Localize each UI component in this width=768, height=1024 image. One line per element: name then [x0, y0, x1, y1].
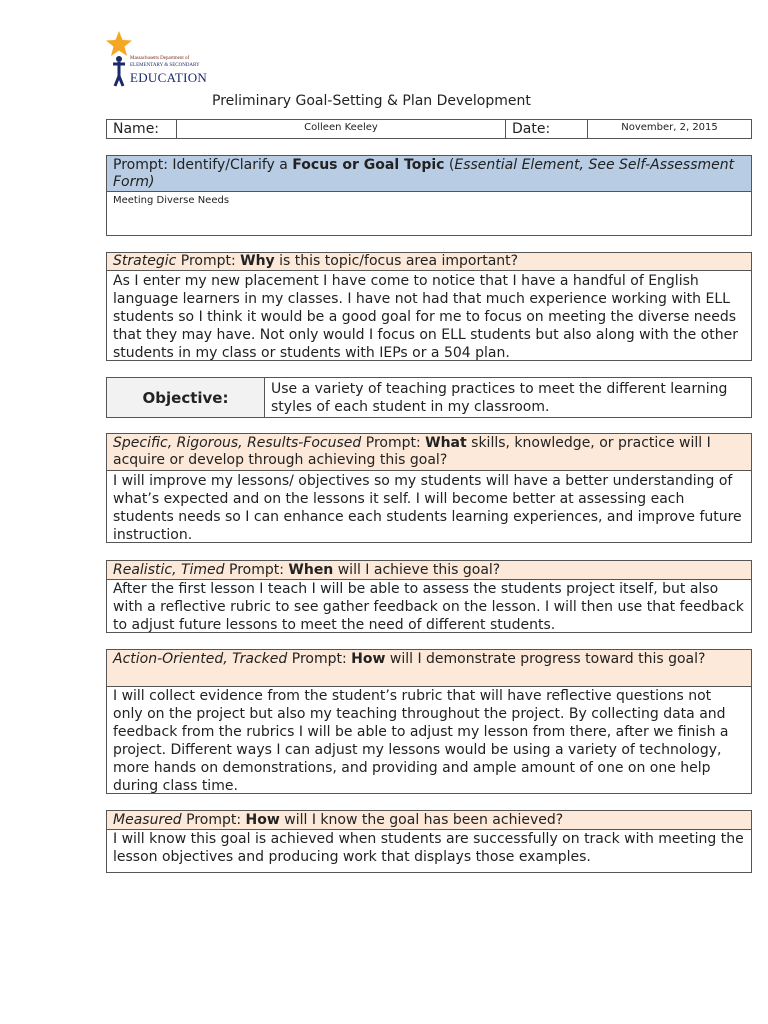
document-title: Preliminary Goal-Setting & Plan Development [212, 93, 531, 109]
name-label: Name: [107, 120, 177, 138]
logo-line-3: EDUCATION [130, 70, 208, 85]
name-date-row [106, 119, 752, 139]
logo-line-1: Massachusetts Department of [130, 56, 190, 61]
what-answer[interactable]: I will improve my lessons/ objectives so my students will have a better understanding of what’s expected and on the lessons it self. I will become better at assessing each students needs so I can enhance each students learning experiences, and improve future instruction. [113, 473, 742, 543]
when-prompt: Realistic, Timed Prompt: When will I achieve this goal? [107, 561, 751, 580]
progress-prompt: Action-Oriented, Tracked Prompt: How will I demonstrate progress toward this goal? [107, 650, 751, 687]
dese-logo [104, 30, 224, 90]
focus-section [106, 155, 752, 236]
what-section [106, 433, 752, 543]
name-field[interactable]: Colleen Keeley [177, 120, 506, 138]
when-answer[interactable]: After the first lesson I teach I will be able to assess the students project itself, but also with a reflective rubric to see gather feedback on the lesson. I will then use that feedback to adjust future lessons to meet the need of different students. [113, 581, 744, 633]
why-section [106, 252, 752, 361]
why-prompt: Strategic Prompt: Why is this topic/focus area important? [107, 253, 751, 271]
logo-line-2: ELEMENTARY & SECONDARY [130, 63, 200, 68]
measured-answer[interactable]: I will know this goal is achieved when students are successfully on track with meeting the lesson objectives and producing work that displays those examples. [113, 831, 744, 865]
when-section [106, 560, 752, 633]
focus-prompt: Prompt: Identify/Clarify a Focus or Goal Topic (Essential Element, See Self-Assessment Form) [107, 156, 751, 192]
why-answer[interactable]: As I enter my new placement I have come to notice that I have a handful of English language learners in my classes. I have not had that much experience working with ELL students so I think it would be a good goal for me to focus on meeting the diverse needs that they may have. Not only would I focus on ELL students but also along with the other students in my class or students with IEPs or a 504 plan. [113, 273, 738, 361]
objective-label: Objective: [107, 378, 265, 417]
objective-row [106, 377, 752, 418]
measured-section [106, 810, 752, 873]
progress-answer[interactable]: I will collect evidence from the student’s rubric that will have reflective questions not only on the project but also my teaching throughout the project. By collecting data and feedback from the rubrics I will be able to adjust my lesson from there, after we finish a project. Different ways I can adjust my lessons would be using a variety of technology, more hands on demonstrations, and providing and ample amount of one on one help during class time. [113, 688, 729, 794]
measured-prompt: Measured Prompt: How will I know the goal has been achieved? [107, 811, 751, 830]
progress-section [106, 649, 752, 794]
what-prompt: Specific, Rigorous, Results-Focused Prompt: What skills, knowledge, or practice will I acquire or develop through achieving this goal? [107, 434, 751, 471]
date-field[interactable]: November, 2, 2015 [621, 122, 718, 133]
date-label: Date: [506, 120, 588, 138]
focus-answer[interactable]: Meeting Diverse Needs [113, 195, 230, 206]
objective-value[interactable]: Use a variety of teaching practices to meet the different learning styles of each student in my classroom. [271, 381, 728, 415]
person-icon [113, 62, 125, 86]
